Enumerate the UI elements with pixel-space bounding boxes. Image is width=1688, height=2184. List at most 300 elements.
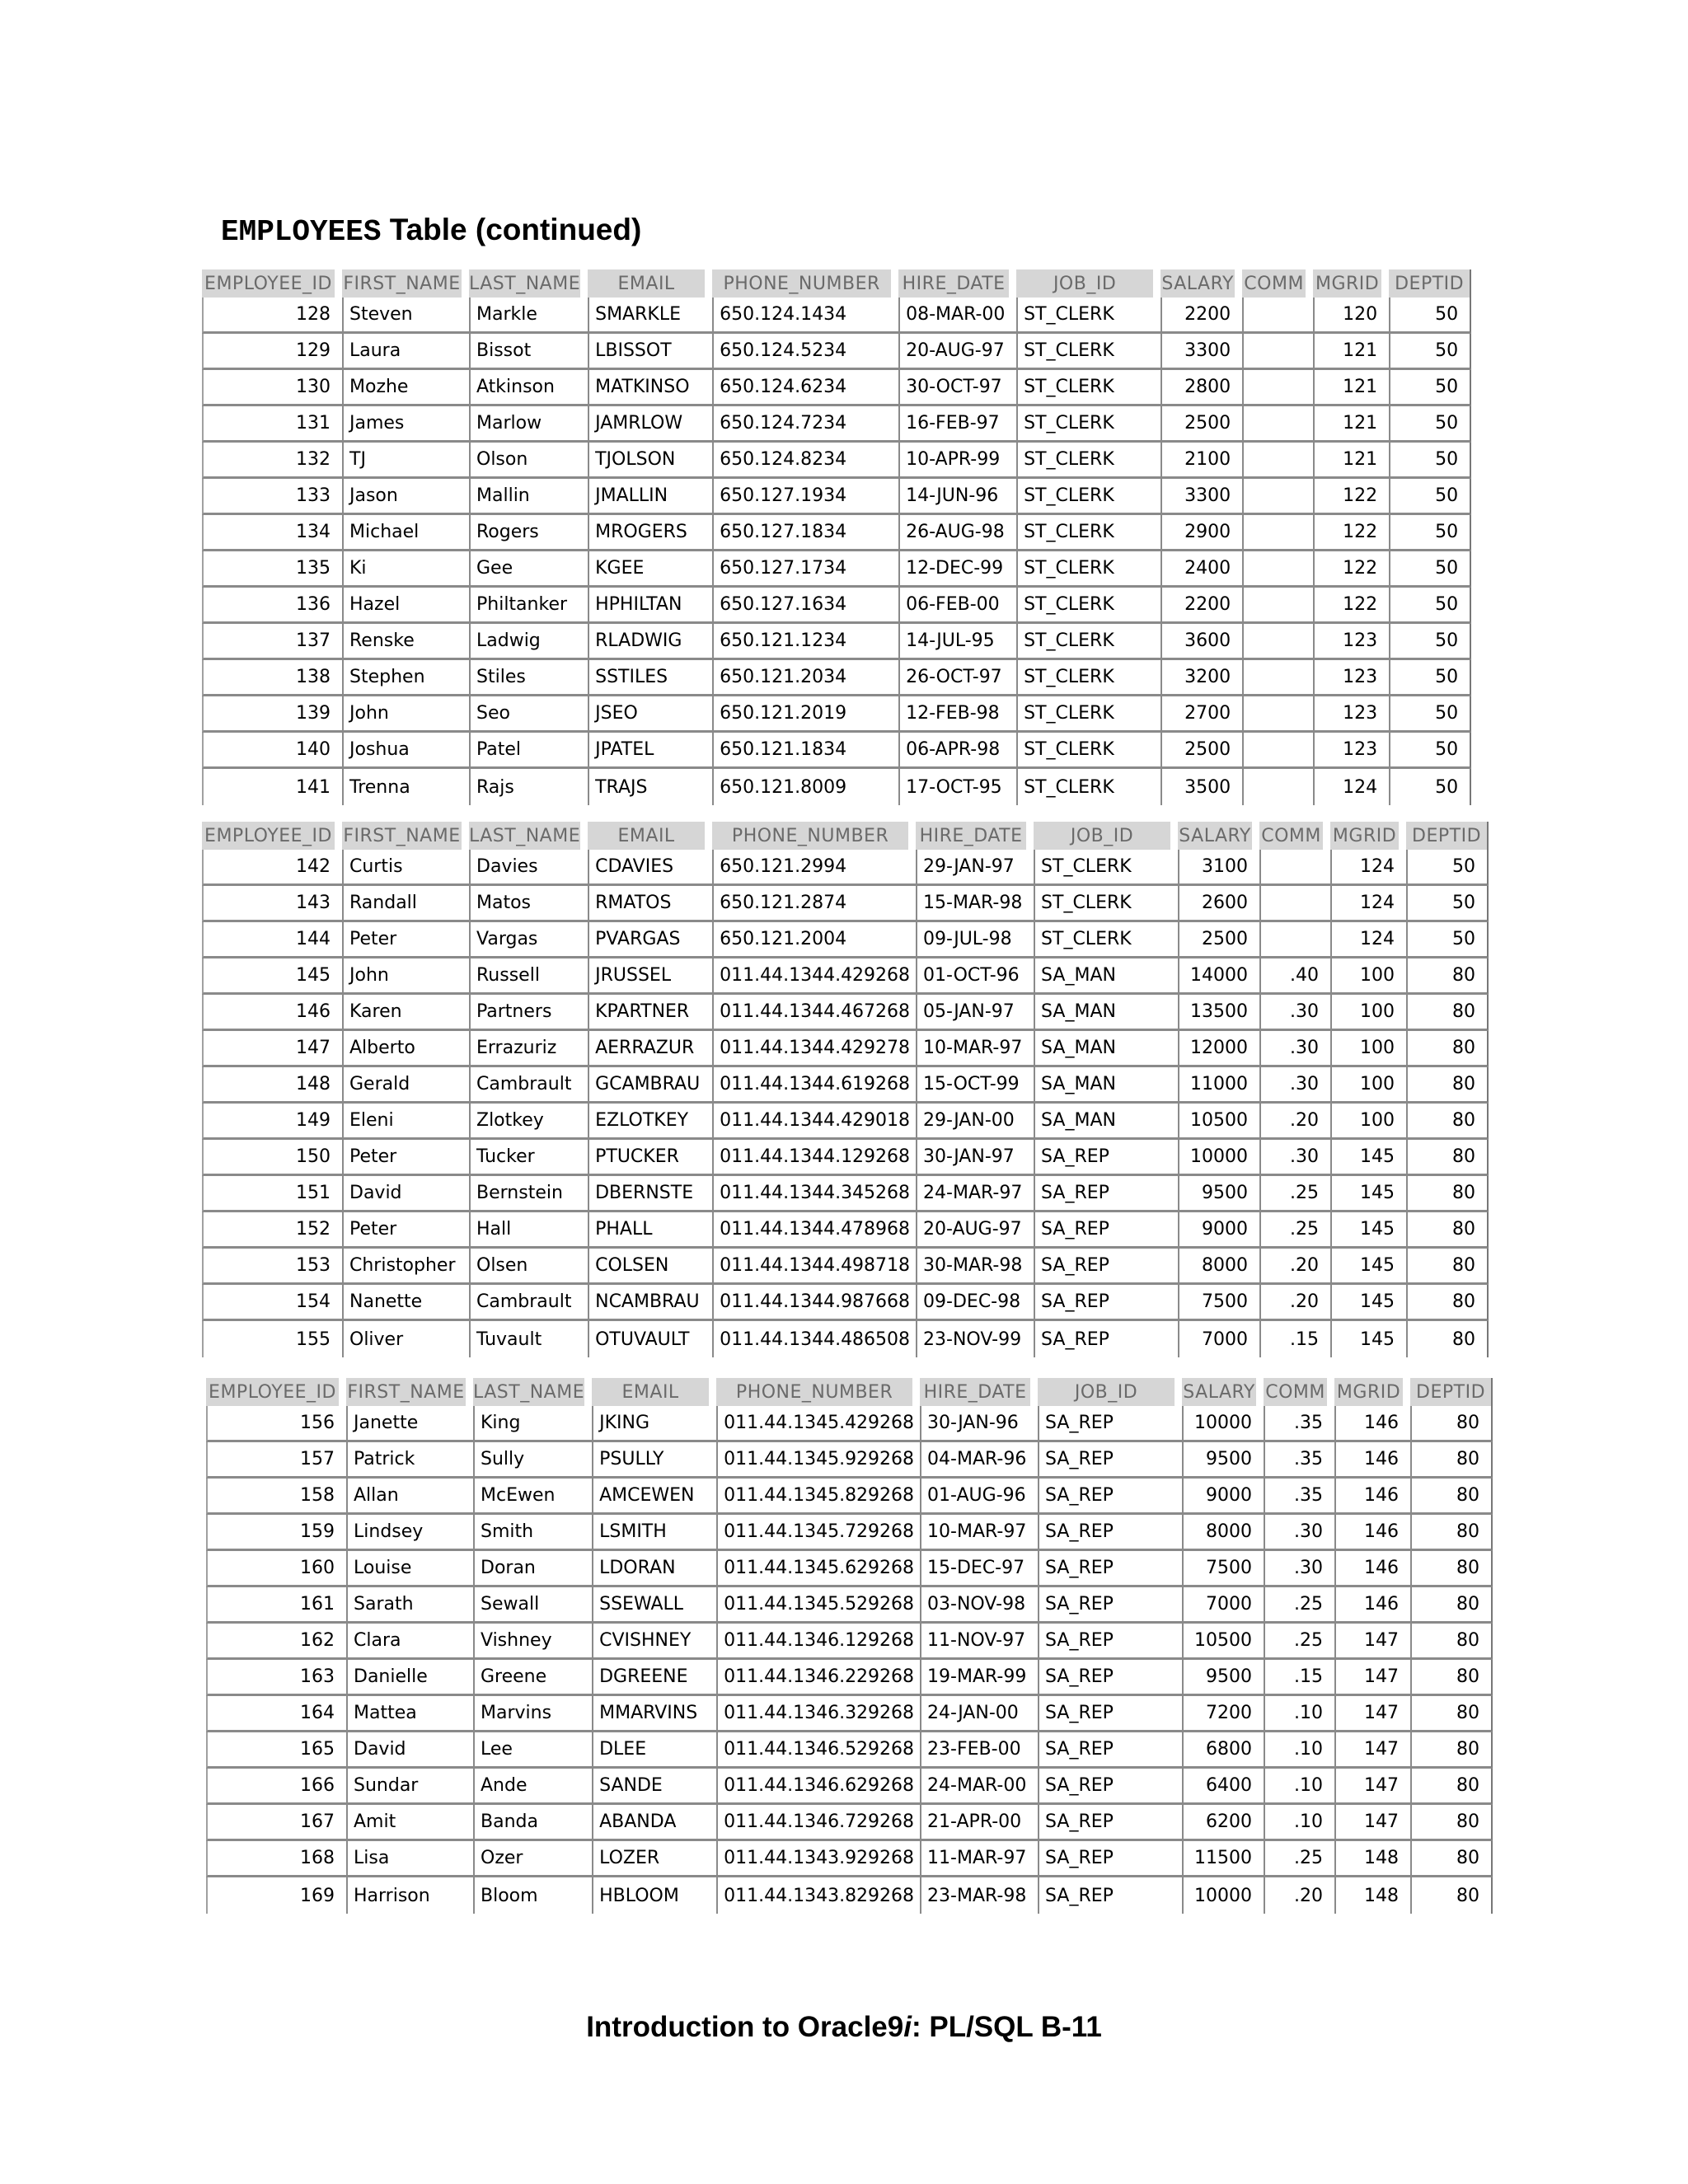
cell-last-name: Davies (469, 850, 588, 886)
cell-mgrid: 123 (1313, 660, 1389, 696)
column-header-employee-id: EMPLOYEE_ID (202, 269, 342, 298)
cell-deptid: 50 (1389, 515, 1471, 551)
cell-last-name: Greene (473, 1660, 592, 1696)
cell-employee-id: 155 (202, 1321, 342, 1357)
cell-deptid: 80 (1410, 1624, 1493, 1660)
cell-deptid: 50 (1406, 886, 1489, 922)
cell-email: KGEE (588, 551, 712, 588)
cell-salary: 9500 (1182, 1660, 1264, 1696)
cell-first-name: Danielle (346, 1660, 473, 1696)
cell-deptid: 50 (1406, 850, 1489, 886)
cell-job-id: SA_REP (1038, 1877, 1182, 1914)
cell-first-name: John (342, 958, 469, 995)
column-header-deptid: DEPTID (1410, 1378, 1493, 1406)
cell-first-name: Karen (342, 995, 469, 1031)
cell-email: PVARGAS (588, 922, 712, 958)
cell-employee-id: 159 (206, 1515, 346, 1551)
cell-mgrid: 145 (1330, 1140, 1406, 1176)
cell-salary: 2100 (1160, 443, 1242, 479)
cell-mgrid: 121 (1313, 334, 1389, 370)
column-header-job-id: JOB_ID (1016, 269, 1160, 298)
cell-mgrid: 123 (1313, 624, 1389, 660)
cell-hire-date: 11-MAR-97 (920, 1841, 1038, 1877)
cell-mgrid: 124 (1330, 850, 1406, 886)
cell-hire-date: 04-MAR-96 (920, 1442, 1038, 1479)
cell-last-name: Doran (473, 1551, 592, 1587)
cell-hire-date: 30-JAN-96 (920, 1406, 1038, 1442)
cell-hire-date: 26-OCT-97 (898, 660, 1016, 696)
cell-salary: 2500 (1160, 733, 1242, 769)
table-row (202, 769, 1471, 805)
cell-mgrid: 146 (1334, 1587, 1410, 1624)
cell-salary: 10500 (1178, 1104, 1259, 1140)
cell-job-id: SA_REP (1034, 1176, 1178, 1212)
table-row (202, 298, 1471, 334)
cell-phone-number: 011.44.1344.429018 (712, 1104, 916, 1140)
cell-job-id: SA_REP (1038, 1406, 1182, 1442)
cell-comm (1242, 298, 1313, 334)
cell-job-id: ST_CLERK (1016, 551, 1160, 588)
cell-last-name: Zlotkey (469, 1104, 588, 1140)
cell-deptid: 80 (1410, 1660, 1493, 1696)
cell-comm: .30 (1259, 1140, 1330, 1176)
cell-employee-id: 165 (206, 1732, 346, 1769)
cell-email: LDORAN (592, 1551, 716, 1587)
cell-deptid: 80 (1410, 1406, 1493, 1442)
cell-last-name: Rajs (469, 769, 588, 805)
table-header-row (206, 1378, 1493, 1406)
cell-deptid: 50 (1406, 922, 1489, 958)
cell-job-id: SA_REP (1038, 1551, 1182, 1587)
cell-comm: .20 (1259, 1249, 1330, 1285)
cell-first-name: Stephen (342, 660, 469, 696)
cell-deptid: 80 (1406, 1140, 1489, 1176)
table-row (202, 588, 1471, 624)
cell-comm: .30 (1259, 995, 1330, 1031)
cell-employee-id: 142 (202, 850, 342, 886)
cell-hire-date: 15-DEC-97 (920, 1551, 1038, 1587)
cell-job-id: SA_REP (1034, 1212, 1178, 1249)
cell-first-name: John (342, 696, 469, 733)
cell-phone-number: 650.124.8234 (712, 443, 898, 479)
cell-email: GCAMBRAU (588, 1067, 712, 1104)
cell-employee-id: 144 (202, 922, 342, 958)
cell-email: MMARVINS (592, 1696, 716, 1732)
cell-salary: 10000 (1178, 1140, 1259, 1176)
cell-first-name: Alberto (342, 1031, 469, 1067)
column-header-phone-number: PHONE_NUMBER (712, 269, 898, 298)
cell-comm: .15 (1259, 1321, 1330, 1357)
footer-italic: i (903, 2011, 912, 2043)
cell-deptid: 50 (1389, 624, 1471, 660)
cell-comm: .30 (1259, 1031, 1330, 1067)
cell-comm: .30 (1259, 1067, 1330, 1104)
cell-email: LBISSOT (588, 334, 712, 370)
cell-job-id: SA_MAN (1034, 1067, 1178, 1104)
cell-hire-date: 01-OCT-96 (916, 958, 1034, 995)
cell-comm (1242, 660, 1313, 696)
table-header-row (202, 269, 1471, 298)
cell-deptid: 80 (1410, 1769, 1493, 1805)
cell-deptid: 80 (1410, 1877, 1493, 1914)
table-row (206, 1479, 1493, 1515)
cell-hire-date: 23-MAR-98 (920, 1877, 1038, 1914)
cell-deptid: 80 (1410, 1732, 1493, 1769)
cell-mgrid: 147 (1334, 1624, 1410, 1660)
column-header-job-id: JOB_ID (1034, 822, 1178, 850)
cell-last-name: Ladwig (469, 624, 588, 660)
cell-employee-id: 134 (202, 515, 342, 551)
table-row (202, 1031, 1489, 1067)
cell-hire-date: 06-APR-98 (898, 733, 1016, 769)
cell-deptid: 50 (1389, 769, 1471, 805)
cell-deptid: 80 (1410, 1805, 1493, 1841)
cell-phone-number: 011.44.1344.467268 (712, 995, 916, 1031)
cell-deptid: 80 (1406, 1104, 1489, 1140)
cell-first-name: Louise (346, 1551, 473, 1587)
cell-mgrid: 145 (1330, 1212, 1406, 1249)
page-footer (0, 2011, 1688, 2044)
cell-email: AMCEWEN (592, 1479, 716, 1515)
cell-job-id: SA_REP (1038, 1624, 1182, 1660)
column-header-last-name: LAST_NAME (469, 269, 588, 298)
table-row (206, 1442, 1493, 1479)
cell-employee-id: 166 (206, 1769, 346, 1805)
cell-hire-date: 15-MAR-98 (916, 886, 1034, 922)
cell-comm (1242, 406, 1313, 443)
column-header-mgrid: MGRID (1334, 1378, 1410, 1406)
table-row (202, 733, 1471, 769)
cell-phone-number: 650.124.7234 (712, 406, 898, 443)
cell-hire-date: 20-AUG-97 (898, 334, 1016, 370)
cell-first-name: Michael (342, 515, 469, 551)
cell-comm: .20 (1259, 1285, 1330, 1321)
column-header-comm: COMM (1259, 822, 1330, 850)
cell-phone-number: 011.44.1344.345268 (712, 1176, 916, 1212)
cell-salary: 11500 (1182, 1841, 1264, 1877)
cell-last-name: Sully (473, 1442, 592, 1479)
cell-phone-number: 011.44.1344.619268 (712, 1067, 916, 1104)
cell-job-id: SA_REP (1038, 1841, 1182, 1877)
employees-table-block-3 (206, 1378, 1493, 1914)
cell-comm (1242, 479, 1313, 515)
cell-deptid: 80 (1410, 1515, 1493, 1551)
column-header-employee-id: EMPLOYEE_ID (202, 822, 342, 850)
cell-salary: 12000 (1178, 1031, 1259, 1067)
table-row (202, 515, 1471, 551)
cell-last-name: Stiles (469, 660, 588, 696)
cell-employee-id: 152 (202, 1212, 342, 1249)
cell-last-name: McEwen (473, 1479, 592, 1515)
cell-email: SANDE (592, 1769, 716, 1805)
cell-hire-date: 14-JUN-96 (898, 479, 1016, 515)
cell-email: JKING (592, 1406, 716, 1442)
cell-job-id: SA_MAN (1034, 1031, 1178, 1067)
cell-hire-date: 08-MAR-00 (898, 298, 1016, 334)
cell-employee-id: 169 (206, 1877, 346, 1914)
cell-comm: .10 (1264, 1696, 1334, 1732)
cell-mgrid: 100 (1330, 1031, 1406, 1067)
cell-phone-number: 650.121.2019 (712, 696, 898, 733)
table-row (202, 660, 1471, 696)
cell-employee-id: 129 (202, 334, 342, 370)
cell-phone-number: 650.121.2874 (712, 886, 916, 922)
cell-first-name: Harrison (346, 1877, 473, 1914)
cell-phone-number: 011.44.1346.529268 (716, 1732, 920, 1769)
cell-email: CVISHNEY (592, 1624, 716, 1660)
cell-last-name: Vargas (469, 922, 588, 958)
cell-first-name: Mozhe (342, 370, 469, 406)
table-header-row (202, 822, 1489, 850)
cell-last-name: Marvins (473, 1696, 592, 1732)
cell-deptid: 50 (1389, 660, 1471, 696)
cell-employee-id: 164 (206, 1696, 346, 1732)
table-row (206, 1624, 1493, 1660)
cell-first-name: Clara (346, 1624, 473, 1660)
cell-hire-date: 11-NOV-97 (920, 1624, 1038, 1660)
cell-employee-id: 167 (206, 1805, 346, 1841)
cell-comm: .30 (1264, 1515, 1334, 1551)
cell-deptid: 80 (1406, 958, 1489, 995)
cell-mgrid: 147 (1334, 1805, 1410, 1841)
cell-job-id: SA_REP (1038, 1769, 1182, 1805)
cell-first-name: Sarath (346, 1587, 473, 1624)
cell-last-name: Bernstein (469, 1176, 588, 1212)
cell-employee-id: 157 (206, 1442, 346, 1479)
cell-salary: 7500 (1182, 1551, 1264, 1587)
column-header-salary: SALARY (1182, 1378, 1264, 1406)
cell-comm: .35 (1264, 1442, 1334, 1479)
cell-hire-date: 15-OCT-99 (916, 1067, 1034, 1104)
cell-email: PHALL (588, 1212, 712, 1249)
cell-deptid: 80 (1410, 1696, 1493, 1732)
cell-employee-id: 151 (202, 1176, 342, 1212)
cell-phone-number: 011.44.1346.729268 (716, 1805, 920, 1841)
cell-employee-id: 147 (202, 1031, 342, 1067)
cell-comm (1242, 696, 1313, 733)
cell-comm: .10 (1264, 1732, 1334, 1769)
cell-last-name: Hall (469, 1212, 588, 1249)
column-header-comm: COMM (1264, 1378, 1334, 1406)
cell-first-name: Randall (342, 886, 469, 922)
cell-hire-date: 01-AUG-96 (920, 1479, 1038, 1515)
cell-job-id: ST_CLERK (1016, 298, 1160, 334)
cell-comm: .35 (1264, 1479, 1334, 1515)
cell-deptid: 80 (1406, 1285, 1489, 1321)
cell-comm: .10 (1264, 1805, 1334, 1841)
cell-job-id: SA_REP (1038, 1479, 1182, 1515)
cell-job-id: SA_REP (1038, 1587, 1182, 1624)
cell-salary: 2800 (1160, 370, 1242, 406)
cell-last-name: Philtanker (469, 588, 588, 624)
cell-job-id: SA_REP (1038, 1805, 1182, 1841)
cell-deptid: 80 (1406, 1031, 1489, 1067)
table-row (202, 850, 1489, 886)
cell-last-name: King (473, 1406, 592, 1442)
cell-employee-id: 128 (202, 298, 342, 334)
table-row (202, 1285, 1489, 1321)
cell-first-name: TJ (342, 443, 469, 479)
cell-deptid: 80 (1410, 1587, 1493, 1624)
cell-phone-number: 650.127.1834 (712, 515, 898, 551)
cell-job-id: SA_MAN (1034, 995, 1178, 1031)
cell-phone-number: 011.44.1346.229268 (716, 1660, 920, 1696)
cell-job-id: ST_CLERK (1034, 922, 1178, 958)
cell-last-name: Mallin (469, 479, 588, 515)
cell-last-name: Tuvault (469, 1321, 588, 1357)
cell-comm (1242, 588, 1313, 624)
cell-salary: 2600 (1178, 886, 1259, 922)
table-row (206, 1877, 1493, 1914)
cell-hire-date: 12-FEB-98 (898, 696, 1016, 733)
cell-job-id: ST_CLERK (1016, 406, 1160, 443)
column-header-employee-id: EMPLOYEE_ID (206, 1378, 346, 1406)
cell-email: DBERNSTE (588, 1176, 712, 1212)
cell-salary: 7000 (1178, 1321, 1259, 1357)
cell-deptid: 50 (1389, 733, 1471, 769)
cell-comm (1259, 850, 1330, 886)
cell-salary: 9500 (1182, 1442, 1264, 1479)
page-title (221, 213, 641, 249)
cell-last-name: Atkinson (469, 370, 588, 406)
cell-phone-number: 650.127.1734 (712, 551, 898, 588)
cell-first-name: Renske (342, 624, 469, 660)
column-header-deptid: DEPTID (1389, 269, 1471, 298)
cell-hire-date: 24-JAN-00 (920, 1696, 1038, 1732)
cell-mgrid: 121 (1313, 370, 1389, 406)
column-header-hire-date: HIRE_DATE (920, 1378, 1038, 1406)
cell-last-name: Ande (473, 1769, 592, 1805)
cell-job-id: SA_REP (1038, 1442, 1182, 1479)
cell-employee-id: 149 (202, 1104, 342, 1140)
cell-salary: 2500 (1160, 406, 1242, 443)
column-header-last-name: LAST_NAME (469, 822, 588, 850)
cell-deptid: 50 (1389, 334, 1471, 370)
cell-first-name: Curtis (342, 850, 469, 886)
cell-salary: 7500 (1178, 1285, 1259, 1321)
cell-comm (1242, 624, 1313, 660)
cell-hire-date: 24-MAR-97 (916, 1176, 1034, 1212)
cell-job-id: ST_CLERK (1016, 334, 1160, 370)
cell-phone-number: 650.121.2034 (712, 660, 898, 696)
cell-employee-id: 145 (202, 958, 342, 995)
cell-email: JRUSSEL (588, 958, 712, 995)
cell-last-name: Russell (469, 958, 588, 995)
table-row (206, 1551, 1493, 1587)
cell-salary: 6200 (1182, 1805, 1264, 1841)
cell-first-name: Janette (346, 1406, 473, 1442)
cell-first-name: Lindsey (346, 1515, 473, 1551)
cell-employee-id: 154 (202, 1285, 342, 1321)
cell-employee-id: 163 (206, 1660, 346, 1696)
cell-mgrid: 100 (1330, 995, 1406, 1031)
cell-mgrid: 100 (1330, 1104, 1406, 1140)
table-row (202, 1104, 1489, 1140)
table-row (202, 334, 1471, 370)
table-row (202, 1212, 1489, 1249)
cell-first-name: Peter (342, 1212, 469, 1249)
title-suffix: Table (continued) (389, 213, 642, 246)
cell-job-id: SA_REP (1034, 1249, 1178, 1285)
cell-salary: 3100 (1178, 850, 1259, 886)
cell-email: OTUVAULT (588, 1321, 712, 1357)
cell-deptid: 50 (1389, 298, 1471, 334)
cell-hire-date: 26-AUG-98 (898, 515, 1016, 551)
employees-table-block-2 (202, 822, 1489, 1357)
cell-last-name: Marlow (469, 406, 588, 443)
cell-hire-date: 23-NOV-99 (916, 1321, 1034, 1357)
cell-first-name: David (342, 1176, 469, 1212)
cell-mgrid: 123 (1313, 733, 1389, 769)
cell-mgrid: 122 (1313, 588, 1389, 624)
cell-email: SMARKLE (588, 298, 712, 334)
cell-first-name: Mattea (346, 1696, 473, 1732)
cell-first-name: Allan (346, 1479, 473, 1515)
cell-hire-date: 05-JAN-97 (916, 995, 1034, 1031)
table-row (202, 1249, 1489, 1285)
cell-first-name: David (346, 1732, 473, 1769)
table-row (202, 922, 1489, 958)
cell-phone-number: 011.44.1345.929268 (716, 1442, 920, 1479)
cell-phone-number: 650.127.1634 (712, 588, 898, 624)
cell-hire-date: 17-OCT-95 (898, 769, 1016, 805)
cell-phone-number: 011.44.1346.329268 (716, 1696, 920, 1732)
cell-email: LSMITH (592, 1515, 716, 1551)
table-row (202, 1176, 1489, 1212)
cell-employee-id: 153 (202, 1249, 342, 1285)
cell-first-name: Oliver (342, 1321, 469, 1357)
footer-prefix: Introduction to Oracle9 (586, 2011, 904, 2043)
cell-job-id: ST_CLERK (1016, 624, 1160, 660)
employees-table-block-1 (202, 269, 1471, 805)
cell-comm (1242, 733, 1313, 769)
table-row (202, 1321, 1489, 1357)
cell-hire-date: 29-JAN-00 (916, 1104, 1034, 1140)
cell-mgrid: 124 (1330, 922, 1406, 958)
cell-phone-number: 011.44.1345.529268 (716, 1587, 920, 1624)
column-header-hire-date: HIRE_DATE (898, 269, 1016, 298)
table-row (202, 696, 1471, 733)
cell-email: SSEWALL (592, 1587, 716, 1624)
cell-job-id: SA_REP (1038, 1660, 1182, 1696)
cell-first-name: Peter (342, 1140, 469, 1176)
column-header-phone-number: PHONE_NUMBER (716, 1378, 920, 1406)
cell-comm: .25 (1259, 1176, 1330, 1212)
cell-salary: 9000 (1178, 1212, 1259, 1249)
cell-mgrid: 100 (1330, 958, 1406, 995)
cell-email: LOZER (592, 1841, 716, 1877)
cell-deptid: 80 (1406, 1321, 1489, 1357)
cell-hire-date: 29-JAN-97 (916, 850, 1034, 886)
cell-hire-date: 21-APR-00 (920, 1805, 1038, 1841)
cell-job-id: SA_REP (1038, 1515, 1182, 1551)
cell-employee-id: 150 (202, 1140, 342, 1176)
cell-comm: .10 (1264, 1769, 1334, 1805)
cell-hire-date: 30-MAR-98 (916, 1249, 1034, 1285)
cell-phone-number: 650.121.2004 (712, 922, 916, 958)
cell-phone-number: 011.44.1345.829268 (716, 1479, 920, 1515)
cell-hire-date: 10-MAR-97 (916, 1031, 1034, 1067)
cell-salary: 10000 (1182, 1406, 1264, 1442)
cell-comm: .40 (1259, 958, 1330, 995)
cell-email: JAMRLOW (588, 406, 712, 443)
column-header-mgrid: MGRID (1330, 822, 1406, 850)
table-row (202, 624, 1471, 660)
cell-mgrid: 146 (1334, 1551, 1410, 1587)
cell-deptid: 80 (1410, 1551, 1493, 1587)
cell-phone-number: 650.121.1834 (712, 733, 898, 769)
cell-phone-number: 011.44.1345.629268 (716, 1551, 920, 1587)
